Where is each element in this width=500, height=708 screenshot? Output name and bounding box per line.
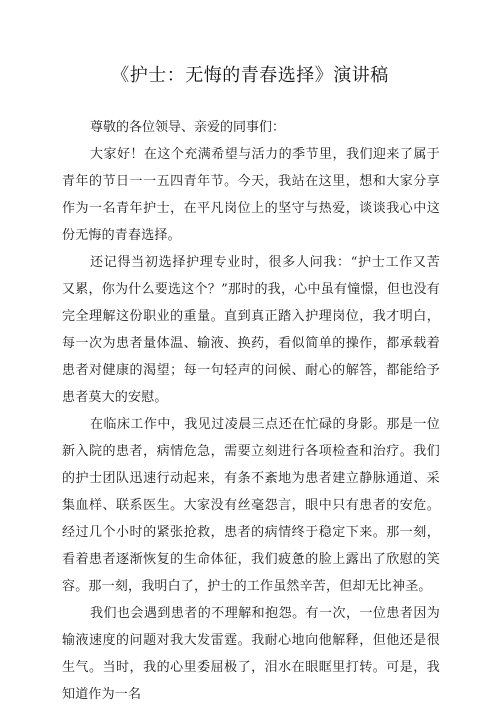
paragraph-4: 我们也会遇到患者的不理解和抱怨。有一次，一位患者因为输液速度的问题对我大发雷霆。我耐心地向他解释，但他还是很生气。当时，我的心里委屈极了，泪水在眼眶里打转。可是，我知道作为一名: [62, 606, 440, 702]
document-title: 《护士：无悔的青春选择》演讲稿: [111, 65, 389, 86]
paragraph-1: 大家好！在这个充满希望与活力的季节里，我们迎来了属于青年的节日一一五四青年节。今天，我站在这里，想和大家分享作为一名青年护士，在平凡岗位上的坚守与热爱，谈谈我心中这份无悔的青春选择。: [62, 147, 440, 243]
document-body: [62, 114, 440, 708]
salutation: 尊敬的各位领导、亲爱的同事们：: [90, 120, 286, 135]
paragraph-3: 在临床工作中，我见过凌晨三点还在忙碌的身影。那是一位新入院的患者，病情危急，需要立刻进行各项检查和治疗。我们的护士团队迅速行动起来，有条不紊地为患者建立静脉通道、采集血样、联系医生。大家没有丝毫怨言，眼中只有患者的安危。经过几个小时的紧张抢救，患者的病情终于稳定下来。那一刻，看着患者逐渐恢复的生命体征，我们疲惫的脸上露出了欣慰的笑容。那一刻，我明白了，护士的工作虽然辛苦，但却无比神圣。: [62, 417, 440, 594]
paragraph-2: 还记得当初选择护理专业时，很多人问我：“护士工作又苦又累，你为什么要选这个？”那时的我，心中虽有憧憬，但也没有完全理解这份职业的重量。直到真正踏入护理岗位，我才明白，每一次为患者量体温、输液、换药，看似简单的操作，都承载着患者对健康的渴望；每一句轻声的问候、耐心的解答，都能给予患者莫大的安慰。: [62, 255, 440, 405]
